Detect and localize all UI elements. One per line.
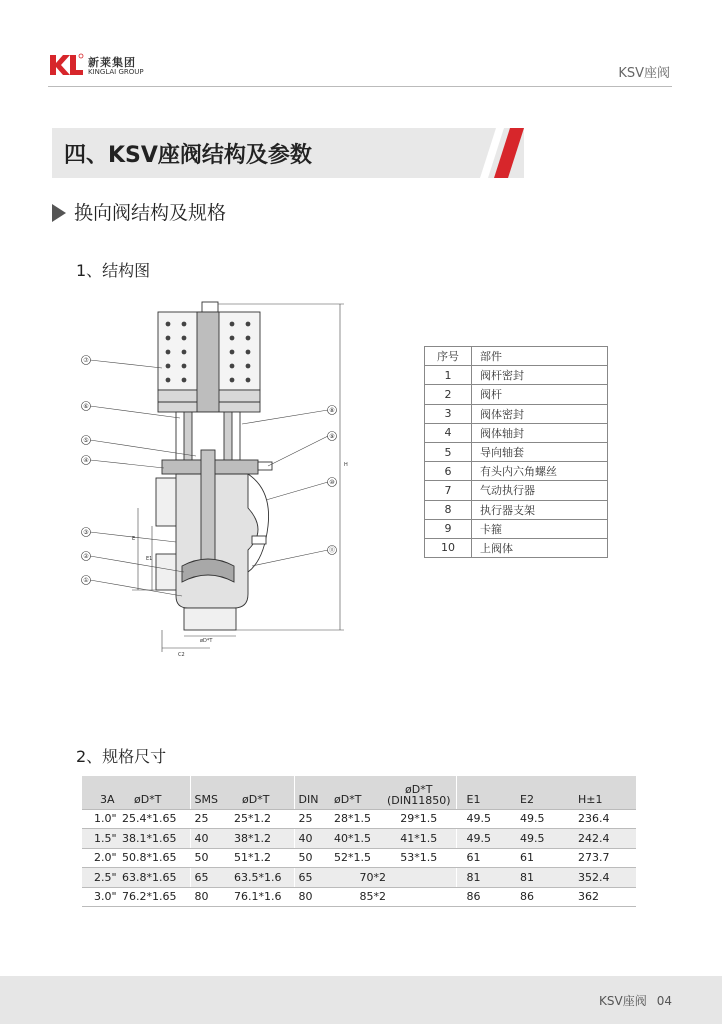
page-header bbox=[0, 0, 722, 88]
table-cell-merged: 85*2 bbox=[330, 887, 456, 907]
section-banner bbox=[52, 128, 524, 178]
table-cell: 49.5 bbox=[456, 809, 510, 829]
parts-table bbox=[424, 346, 608, 558]
parts-header-no: 序号 bbox=[425, 347, 472, 366]
table-cell: 80 bbox=[294, 887, 330, 907]
table-cell: 61 bbox=[510, 848, 566, 868]
table-cell: 4 bbox=[425, 423, 472, 442]
dim-label-c2: C2 bbox=[178, 652, 185, 658]
table-cell: 76.1*1.6 bbox=[230, 887, 294, 907]
table-cell: 50 bbox=[294, 848, 330, 868]
table-cell: 273.7 bbox=[566, 848, 636, 868]
table-cell: 352.4 bbox=[566, 868, 636, 888]
table-cell: 65 bbox=[190, 868, 230, 888]
table-cell: 53*1.5 bbox=[382, 848, 456, 868]
banner-accent-stripe bbox=[470, 128, 530, 178]
table-cell: 29*1.5 bbox=[382, 809, 456, 829]
table-cell: 49.5 bbox=[510, 809, 566, 829]
header-e2: E2 bbox=[510, 776, 566, 809]
company-logo bbox=[48, 52, 188, 82]
table-cell: 2 bbox=[425, 385, 472, 404]
dim-label-e: E bbox=[132, 536, 136, 542]
table-cell: 上阀体 bbox=[472, 538, 608, 557]
table-cell: 63.5*1.6 bbox=[230, 868, 294, 888]
header-din11850-line1: øD*T bbox=[405, 782, 433, 796]
table-cell: 236.4 bbox=[566, 809, 636, 829]
header-product-label: KSV座阀 bbox=[618, 66, 670, 81]
table-cell: 50.8*1.65 bbox=[118, 848, 190, 868]
header-divider bbox=[48, 86, 672, 87]
table-cell: 61 bbox=[456, 848, 510, 868]
callout-6: ⑥ bbox=[83, 403, 89, 410]
table-cell: 9 bbox=[425, 519, 472, 538]
header-sms: SMS bbox=[190, 776, 230, 809]
table-cell: 卡箍 bbox=[472, 519, 608, 538]
table-cell: 有头内六角螺丝 bbox=[472, 462, 608, 481]
table-row bbox=[82, 809, 636, 829]
header-din: DIN bbox=[294, 776, 330, 809]
table-cell: 242.4 bbox=[566, 829, 636, 849]
table-cell: 49.5 bbox=[510, 829, 566, 849]
table-cell: 导向轴套 bbox=[472, 442, 608, 461]
table-row bbox=[425, 404, 608, 423]
header-e1: E1 bbox=[456, 776, 510, 809]
table-cell: 阀体轴封 bbox=[472, 423, 608, 442]
table-cell: 76.2*1.65 bbox=[118, 887, 190, 907]
table-cell: 执行器支架 bbox=[472, 500, 608, 519]
callout-8: ⑧ bbox=[329, 407, 335, 414]
table-row bbox=[82, 868, 636, 888]
table-row bbox=[425, 442, 608, 461]
table-cell: 63.8*1.65 bbox=[118, 868, 190, 888]
table-cell: 3 bbox=[425, 404, 472, 423]
table-cell: 81 bbox=[510, 868, 566, 888]
logo-english-text: KINGLAI GROUP bbox=[88, 68, 144, 76]
callout-11: ⑪ bbox=[328, 547, 336, 554]
footer-label-group bbox=[599, 992, 672, 1009]
table-row bbox=[82, 887, 636, 907]
table-cell: 8 bbox=[425, 500, 472, 519]
table-cell: 362 bbox=[566, 887, 636, 907]
table-cell: 6 bbox=[425, 462, 472, 481]
parts-header-part: 部件 bbox=[472, 347, 608, 366]
page-footer bbox=[0, 976, 722, 1024]
footer-product-label: KSV座阀 bbox=[599, 994, 647, 1008]
header-sms-dimension: øD*T bbox=[230, 776, 294, 809]
table-cell: 41*1.5 bbox=[382, 829, 456, 849]
table-cell: 65 bbox=[294, 868, 330, 888]
table-cell: 3.0" bbox=[82, 887, 118, 907]
table-cell: 1 bbox=[425, 366, 472, 385]
spec-table bbox=[82, 776, 636, 907]
table-cell: 50 bbox=[190, 848, 230, 868]
table-cell: 1.0" bbox=[82, 809, 118, 829]
table-cell: 阀杆密封 bbox=[472, 366, 608, 385]
dim-label-h: H bbox=[344, 462, 348, 468]
header-h: H±1 bbox=[566, 776, 636, 809]
callout-7: ⑦ bbox=[83, 357, 89, 364]
table-row bbox=[425, 538, 608, 557]
table-cell: 7 bbox=[425, 481, 472, 500]
table-row bbox=[82, 829, 636, 849]
spec-heading: 2、规格尺寸 bbox=[76, 747, 167, 766]
table-cell: 10 bbox=[425, 538, 472, 557]
header-3a: 3A bbox=[82, 776, 118, 809]
table-cell: 40 bbox=[294, 829, 330, 849]
subsection-title: 换向阀结构及规格 bbox=[74, 202, 227, 224]
page-number: 04 bbox=[656, 994, 672, 1008]
table-cell: 28*1.5 bbox=[330, 809, 382, 829]
header-din11850-line2: (DIN11850) bbox=[386, 793, 451, 807]
table-cell: 1.5" bbox=[82, 829, 118, 849]
table-cell: 86 bbox=[510, 887, 566, 907]
table-cell: 51*1.2 bbox=[230, 848, 294, 868]
section-title: 四、KSV座阀结构及参数 bbox=[64, 143, 312, 168]
table-cell: 25 bbox=[190, 809, 230, 829]
table-cell: 25*1.2 bbox=[230, 809, 294, 829]
table-row bbox=[425, 500, 608, 519]
kinglai-logo-icon bbox=[48, 52, 84, 78]
table-cell: 25.4*1.65 bbox=[118, 809, 190, 829]
table-cell: 52*1.5 bbox=[330, 848, 382, 868]
table-row bbox=[425, 347, 608, 366]
table-cell: 40*1.5 bbox=[330, 829, 382, 849]
table-cell: 38.1*1.65 bbox=[118, 829, 190, 849]
table-cell: 气动执行器 bbox=[472, 481, 608, 500]
callout-1: ① bbox=[83, 577, 89, 584]
table-cell: 2.5" bbox=[82, 868, 118, 888]
callout-5: ⑤ bbox=[83, 437, 89, 444]
callout-10: ⑩ bbox=[329, 479, 335, 486]
table-cell: 38*1.2 bbox=[230, 829, 294, 849]
table-cell: 49.5 bbox=[456, 829, 510, 849]
header-din11850 bbox=[382, 776, 456, 809]
callout-4: ④ bbox=[83, 457, 89, 464]
dim-label-e1: E1 bbox=[146, 556, 153, 562]
triangle-bullet-icon bbox=[52, 204, 66, 222]
table-cell: 5 bbox=[425, 442, 472, 461]
table-cell: 2.0" bbox=[82, 848, 118, 868]
structure-heading: 1、结构图 bbox=[76, 261, 151, 280]
table-header-row bbox=[82, 776, 636, 809]
header-3a-dimension: øD*T bbox=[118, 776, 190, 809]
table-row bbox=[425, 385, 608, 404]
table-row bbox=[425, 519, 608, 538]
table-row bbox=[425, 462, 608, 481]
table-row bbox=[425, 423, 608, 442]
callout-2: ② bbox=[83, 553, 89, 560]
table-cell: 86 bbox=[456, 887, 510, 907]
valve-structure-drawing bbox=[72, 290, 372, 660]
table-cell: 81 bbox=[456, 868, 510, 888]
table-cell: 25 bbox=[294, 809, 330, 829]
callout-3: ③ bbox=[83, 529, 89, 536]
table-row bbox=[425, 481, 608, 500]
logo-chinese-text: 新莱集团 bbox=[88, 56, 136, 69]
callout-9: ⑨ bbox=[329, 433, 335, 440]
table-cell: 阀杆 bbox=[472, 385, 608, 404]
header-din-dimension: øD*T bbox=[330, 776, 382, 809]
dim-label-d: øD*T bbox=[200, 638, 213, 644]
table-row bbox=[82, 848, 636, 868]
table-cell-merged: 70*2 bbox=[330, 868, 456, 888]
table-cell: 80 bbox=[190, 887, 230, 907]
table-cell: 40 bbox=[190, 829, 230, 849]
table-row bbox=[425, 366, 608, 385]
table-cell: 阀体密封 bbox=[472, 404, 608, 423]
